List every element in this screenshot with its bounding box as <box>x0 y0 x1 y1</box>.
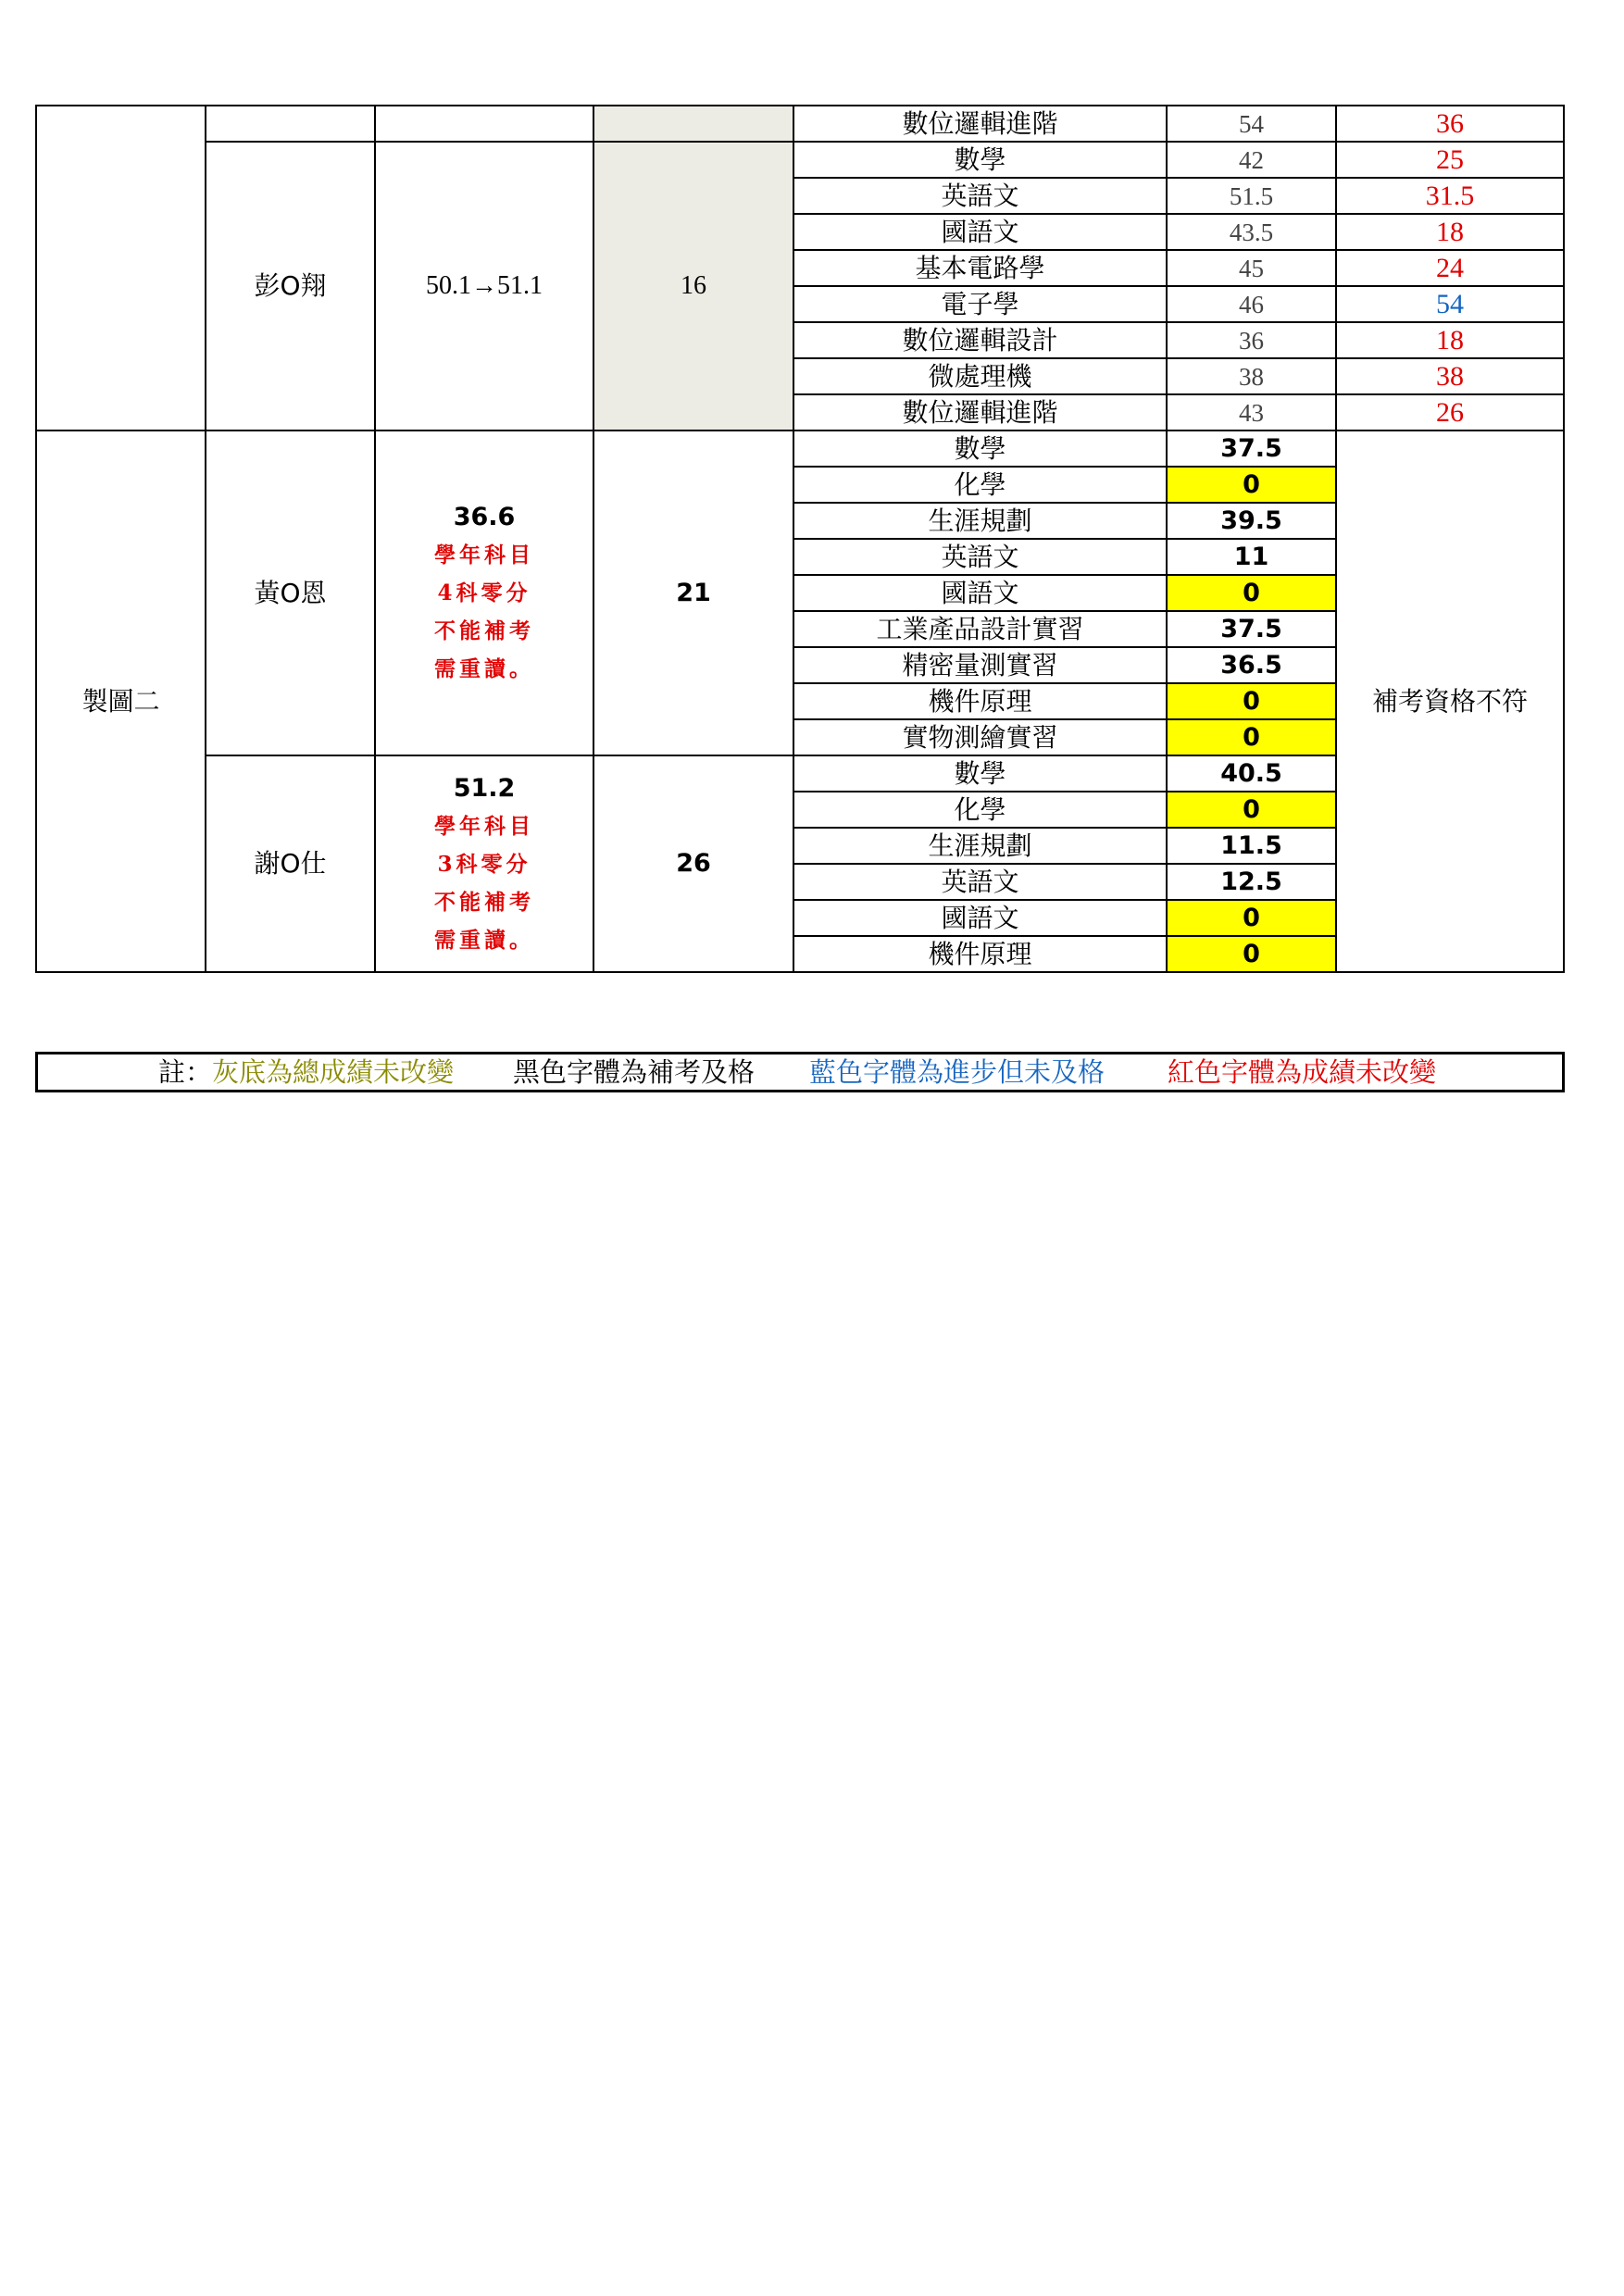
subject-cell: 機件原理 <box>793 683 1167 719</box>
subject-cell: 實物測繪實習 <box>793 719 1167 755</box>
student-name: 黃O恩 <box>206 430 375 755</box>
repeat-note-line: 3科零分 <box>437 851 531 877</box>
subject-cell: 工業產品設計實習 <box>793 611 1167 647</box>
score-cell: 40.5 <box>1167 755 1336 792</box>
subject-cell: 英語文 <box>793 539 1167 575</box>
subject-cell: 數位邏輯進階 <box>793 394 1167 430</box>
student-name: 彭O翔 <box>206 142 375 430</box>
score-new-cell: 54 <box>1336 286 1564 322</box>
score-cell: 0 <box>1167 575 1336 611</box>
subject-cell: 國語文 <box>793 575 1167 611</box>
score-cell: 0 <box>1167 900 1336 936</box>
score-cell: 12.5 <box>1167 864 1336 900</box>
score-cell: 0 <box>1167 719 1336 755</box>
subject-cell: 數位邏輯進階 <box>793 106 1167 142</box>
ineligible-note: 補考資格不符 <box>1336 430 1564 972</box>
student-credits: 26 <box>593 755 793 972</box>
subject-cell: 數位邏輯設計 <box>793 322 1167 358</box>
legend-black: 黑色字體為補考及格 <box>513 1056 756 1088</box>
grades-table <box>35 105 1565 973</box>
subject-cell: 化學 <box>793 467 1167 503</box>
score-new-cell: 18 <box>1336 214 1564 250</box>
score-new-cell: 38 <box>1336 358 1564 394</box>
score-cell: 0 <box>1167 467 1336 503</box>
subject-cell: 機件原理 <box>793 936 1167 972</box>
score-old-cell: 38 <box>1167 358 1336 394</box>
score-new-cell: 24 <box>1336 250 1564 286</box>
class-name: 製圖二 <box>36 430 206 972</box>
student-name: 謝O仕 <box>206 755 375 972</box>
student-average: 51.2 <box>453 773 516 803</box>
repeat-note-line: 4科零分 <box>437 580 531 605</box>
table-row <box>36 106 1564 142</box>
score-cell: 0 <box>1167 683 1336 719</box>
table-row <box>36 755 1564 792</box>
repeat-note-line: 學年科目 <box>434 813 534 839</box>
repeat-note-line: 需重讀。 <box>434 927 534 953</box>
subject-cell: 數學 <box>793 430 1167 467</box>
repeat-note-line: 學年科目 <box>434 543 534 568</box>
name-cell-prev <box>206 106 375 142</box>
legend-note <box>35 1052 1565 1092</box>
subject-cell: 數學 <box>793 142 1167 178</box>
student-credits: 21 <box>593 430 793 755</box>
student-average-cell <box>375 755 593 972</box>
score-new-cell: 36 <box>1336 106 1564 142</box>
subject-cell: 英語文 <box>793 178 1167 214</box>
score-old-cell: 43.5 <box>1167 214 1336 250</box>
repeat-note-line: 不能補考 <box>434 889 534 915</box>
table-row <box>36 142 1564 178</box>
score-cell: 11.5 <box>1167 828 1336 864</box>
score-cell: 36.5 <box>1167 647 1336 683</box>
score-old-cell: 51.5 <box>1167 178 1336 214</box>
legend-prefix: 註： <box>158 1056 213 1088</box>
subject-cell: 生涯規劃 <box>793 828 1167 864</box>
score-cell: 11 <box>1167 539 1336 575</box>
student-average: 36.6 <box>453 503 516 531</box>
subject-cell: 電子學 <box>793 286 1167 322</box>
subject-cell: 國語文 <box>793 214 1167 250</box>
score-old-cell: 54 <box>1167 106 1336 142</box>
student-average: 50.1→51.1 <box>375 142 593 430</box>
score-cell: 37.5 <box>1167 430 1336 467</box>
score-old-cell: 42 <box>1167 142 1336 178</box>
legend-red: 紅色字體為成績未改變 <box>1168 1056 1437 1088</box>
repeat-note-line: 需重讀。 <box>434 656 534 681</box>
student-average-cell <box>375 430 593 755</box>
credits-cell-prev <box>593 106 793 142</box>
score-new-cell: 25 <box>1336 142 1564 178</box>
score-new-cell: 26 <box>1336 394 1564 430</box>
score-cell: 37.5 <box>1167 611 1336 647</box>
subject-cell: 微處理機 <box>793 358 1167 394</box>
score-cell: 0 <box>1167 936 1336 972</box>
score-new-cell: 31.5 <box>1336 178 1564 214</box>
score-old-cell: 36 <box>1167 322 1336 358</box>
score-old-cell: 43 <box>1167 394 1336 430</box>
legend-blue: 藍色字體為進步但未及格 <box>809 1056 1106 1088</box>
repeat-note-line: 不能補考 <box>434 618 534 643</box>
score-old-cell: 46 <box>1167 286 1336 322</box>
subject-cell: 精密量測實習 <box>793 647 1167 683</box>
legend-gray: 灰底為總成績未改變 <box>212 1056 455 1088</box>
score-cell: 39.5 <box>1167 503 1336 539</box>
table-row <box>36 430 1564 467</box>
subject-cell: 生涯規劃 <box>793 503 1167 539</box>
average-cell-prev <box>375 106 593 142</box>
subject-cell: 國語文 <box>793 900 1167 936</box>
subject-cell: 化學 <box>793 792 1167 828</box>
subject-cell: 數學 <box>793 755 1167 792</box>
subject-cell: 基本電路學 <box>793 250 1167 286</box>
score-cell: 0 <box>1167 792 1336 828</box>
class-cell-prev <box>36 106 206 430</box>
subject-cell: 英語文 <box>793 864 1167 900</box>
score-new-cell: 18 <box>1336 322 1564 358</box>
student-credits: 16 <box>593 142 793 430</box>
score-old-cell: 45 <box>1167 250 1336 286</box>
